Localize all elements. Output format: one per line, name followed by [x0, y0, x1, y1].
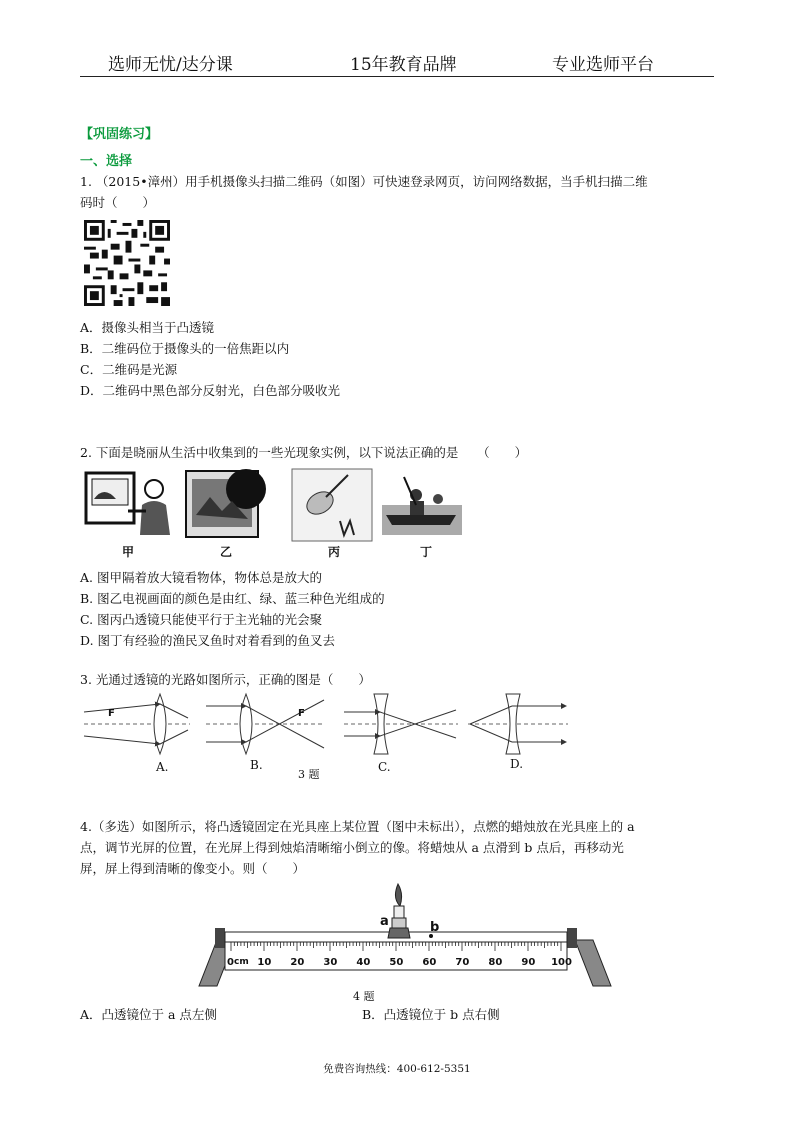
q1-option-d: D．二维码中黑色部分反射光，白色部分吸收光	[80, 383, 341, 398]
q1-option-b: B．二维码位于摄像头的一倍焦距以内	[80, 341, 290, 356]
figure-ding-fisherman	[380, 465, 465, 540]
q1-stem-line2: 码时（ ）	[80, 195, 156, 210]
q4-stem-line1: 4.（多选）如图所示，将凸透镜固定在光具座上某位置（图中未标出），点燃的蜡烛放在光具座上的 a	[80, 819, 635, 834]
ruler-tick-label-zero: 0	[227, 957, 234, 968]
q4-caption: 4 题	[353, 990, 375, 1003]
ruler-tick-label: 10	[257, 957, 272, 968]
q3-stem: 3. 光通过透镜的光路如图所示，正确的图是（ ）	[80, 672, 371, 687]
ruler-tick-label: 50	[389, 957, 404, 968]
ruler-tick-label: 80	[488, 957, 503, 968]
figure-yi-tv	[182, 465, 272, 545]
q3-label-d: D.	[510, 757, 524, 771]
q3-focus-label-a: F	[108, 708, 115, 719]
ruler-tick-label: 100	[551, 957, 572, 968]
q3-label-b: B.	[250, 758, 263, 772]
q4-point-a: a	[380, 914, 389, 929]
q4-stem-line2: 点，调节光屏的位置，在光屏上得到烛焰清晰缩小倒立的像。将蜡烛从 a 点滑到 b 点后，再移动光	[80, 840, 624, 855]
q4-option-b: B．凸透镜位于 b 点右侧	[362, 1007, 500, 1022]
q4-option-a: A．凸透镜位于 a 点左侧	[80, 1007, 217, 1022]
qr-code-image	[84, 220, 170, 306]
q1-option-c: C．二维码是光源	[80, 362, 178, 377]
section-title: 一、选择	[80, 154, 133, 169]
q2-option-c: C. 图丙凸透镜只能使平行于主光轴的光会聚	[80, 612, 323, 627]
q1-stem-line1: 1. （2015•漳州）用手机摄像头扫描二维码（如图）可快速登录网页，访问网络数据，当手机扫描二维	[80, 174, 648, 189]
figure-bing-lens	[290, 465, 375, 545]
q2-option-a: A. 图甲隔着放大镜看物体，物体总是放大的	[80, 570, 322, 585]
q2-label-bing: 丙	[328, 545, 341, 559]
header-right: 专业选师平台	[552, 55, 654, 75]
optical-bench-diagram	[195, 878, 615, 988]
header-center: 15年教育品牌	[350, 55, 457, 75]
ruler-tick-label: 20	[290, 957, 305, 968]
header-left: 选师无忧/达分课	[108, 55, 233, 75]
ruler-tick-label: 90	[521, 957, 536, 968]
ruler-tick-label: 60	[422, 957, 437, 968]
q2-label-jia: 甲	[122, 545, 135, 559]
footer-hotline: 免费咨询热线：400-612-5351	[323, 1063, 471, 1075]
section-tag: 【巩固练习】	[80, 127, 159, 142]
q3-label-a: A.	[156, 760, 169, 774]
q4-point-b: b	[430, 920, 440, 935]
q3-lens-diagrams	[80, 690, 570, 762]
q2-option-d: D. 图丁有经验的渔民叉鱼时对着看到的鱼叉去	[80, 633, 336, 648]
figure-jia-magnifier	[84, 465, 174, 540]
q2-stem: 2. 下面是晓丽从生活中收集到的一些光现象实例，以下说法正确的是 （ ）	[80, 445, 528, 460]
q2-option-b: B. 图乙电视画面的颜色是由红、绿、蓝三种色光组成的	[80, 591, 385, 606]
ruler-tick-label: 70	[455, 957, 470, 968]
q1-option-a: A．摄像头相当于凸透镜	[80, 320, 215, 335]
q3-caption: 3 题	[298, 768, 320, 781]
q4-stem-line3: 屏，屏上得到清晰的像变小。则（ ）	[80, 861, 306, 876]
page-header	[80, 50, 714, 77]
q2-label-yi: 乙	[220, 545, 233, 559]
q3-label-c: C.	[378, 760, 391, 774]
ruler-tick-label: 30	[323, 957, 338, 968]
q3-focus-label-b: F	[298, 708, 305, 719]
q4-unit: cm	[234, 957, 249, 967]
q2-label-ding: 丁	[420, 545, 433, 559]
ruler-tick-label: 40	[356, 957, 371, 968]
